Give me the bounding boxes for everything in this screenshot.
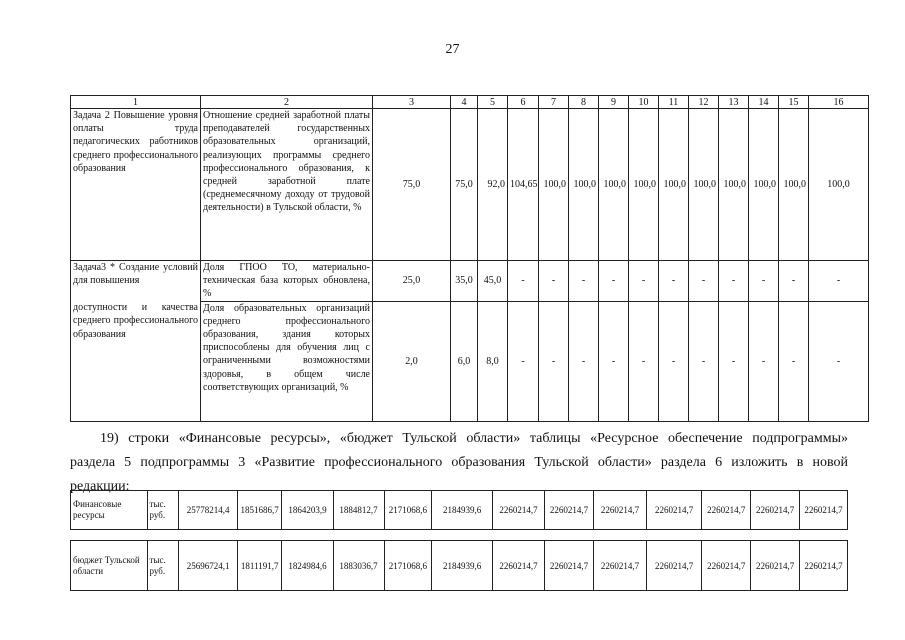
value-cell: - [809,301,869,421]
table-row [71,301,869,421]
table-row [71,109,869,261]
amount-cell: 2260214,7 [751,491,800,530]
indicators-table [70,95,869,422]
value-cell: 100,0 [719,109,749,261]
amount-cell: 1851686,7 [237,491,282,530]
value-cell: - [508,301,539,421]
column-header: 12 [689,96,719,109]
table-row [71,261,869,302]
task-cell: Задача 2 Повышение уровня оплаты труда педагогических работников среднего профессионального образования [71,109,201,261]
budget-label: бюджет Тульской области [71,541,148,591]
value-cell: - [719,301,749,421]
value-cell: 100,0 [659,109,689,261]
budget-table [70,540,848,591]
value-cell: - [569,301,599,421]
amount-cell: 25778214,4 [179,491,237,530]
amount-cell: 2184939,6 [432,541,493,591]
amount-cell: 2171068,6 [384,541,432,591]
value-cell: 104,65 [508,109,539,261]
amount-cell: 2260214,7 [751,541,800,591]
value-cell: 75,0 [451,109,478,261]
amount-cell: 2260214,7 [492,541,544,591]
value-cell: - [599,301,629,421]
paragraph-line: редакции: [70,479,130,494]
amount-cell: 2260214,7 [647,491,702,530]
value-cell: 92,0 [478,109,508,261]
column-header: 15 [779,96,809,109]
amount-cell: 2260214,7 [702,491,751,530]
unit-cell: тыс. руб. [147,491,179,530]
value-cell: - [719,261,749,302]
value-cell: 100,0 [569,109,599,261]
value-cell: - [569,261,599,302]
column-header: 13 [719,96,749,109]
column-header: 5 [478,96,508,109]
amount-cell: 2260214,7 [492,491,544,530]
column-header: 10 [629,96,659,109]
value-cell: 35,0 [451,261,478,302]
indicator-cell: Доля образовательных организаций среднего профессионального образования, здания которых приспособлены для обучения лиц с ограниченными возможностями здоровья, в общем числе соответствующих организаций, % [201,301,373,421]
amount-cell: 25696724,1 [179,541,237,591]
paragraph-line: 19) строки «Финансовые ресурсы», «бюджет Тульской области» таблицы «Ресурсное обеспечение подпрограммы» [100,431,848,446]
finance-row [71,491,848,530]
column-header: 8 [569,96,599,109]
value-cell: 100,0 [689,109,719,261]
value-cell: - [629,301,659,421]
amount-cell: 2184939,6 [432,491,493,530]
amendment-paragraph [70,427,848,499]
budget-row [71,541,848,591]
value-cell: 75,0 [373,109,451,261]
value-cell: 8,0 [478,301,508,421]
amount-cell: 2260214,7 [800,491,848,530]
indicator-cell: Отношение средней заработной платы преподавателей государственных образовательных организаций, реализующих программы среднего профессионального образования, к средней заработной плате (среднемесячному доходу от трудовой деятельности) в Тульской области, % [201,109,373,261]
column-header: 1 [71,96,201,109]
value-cell: - [539,261,569,302]
amount-cell: 1824984,6 [282,541,333,591]
amount-cell: 2260214,7 [593,491,646,530]
value-cell: 100,0 [539,109,569,261]
value-cell: 45,0 [478,261,508,302]
value-cell: - [749,261,779,302]
value-cell: 2,0 [373,301,451,421]
amount-cell: 2260214,7 [647,541,702,591]
column-header: 7 [539,96,569,109]
column-header: 11 [659,96,689,109]
amount-cell: 2260214,7 [545,491,594,530]
amount-cell: 2260214,7 [593,541,646,591]
value-cell: - [539,301,569,421]
value-cell: - [749,301,779,421]
finance-resources-table [70,490,848,530]
page-number: 27 [445,42,460,57]
value-cell: - [508,261,539,302]
column-header: 9 [599,96,629,109]
paragraph-line: раздела 5 подпрограммы 3 «Развитие профессионального образования Тульской области» раздела 6 изложить в новой [70,455,848,470]
amount-cell: 2171068,6 [384,491,432,530]
value-cell: 100,0 [749,109,779,261]
value-cell: 100,0 [779,109,809,261]
amount-cell: 2260214,7 [800,541,848,591]
value-cell: 100,0 [809,109,869,261]
value-cell: - [689,301,719,421]
value-cell: - [629,261,659,302]
amount-cell: 1884812,7 [333,491,384,530]
value-cell: - [659,301,689,421]
amount-cell: 1883036,7 [333,541,384,591]
column-header: 2 [201,96,373,109]
amount-cell: 2260214,7 [702,541,751,591]
value-cell: 100,0 [599,109,629,261]
indicator-cell: Доля ГПОО ТО, материально-техническая база которых обновлена, % [201,261,373,302]
amount-cell: 2260214,7 [545,541,594,591]
value-cell: 25,0 [373,261,451,302]
task-cell: доступности и качества среднего профессионального образования [71,301,201,421]
value-cell: - [599,261,629,302]
unit-cell: тыс. руб. [147,541,179,591]
finance-label: Финансовые ресурсы [71,491,148,530]
column-header: 4 [451,96,478,109]
column-header: 6 [508,96,539,109]
column-header: 16 [809,96,869,109]
value-cell: - [779,261,809,302]
value-cell: 6,0 [451,301,478,421]
amount-cell: 1811191,7 [237,541,282,591]
value-cell: 100,0 [629,109,659,261]
value-cell: - [659,261,689,302]
value-cell: - [809,261,869,302]
value-cell: - [779,301,809,421]
column-header: 14 [749,96,779,109]
column-header: 3 [373,96,451,109]
amount-cell: 1864203,9 [282,491,333,530]
value-cell: - [689,261,719,302]
table-header-row [71,96,869,109]
task-cell: Задача3 * Создание условий для повышения [71,261,201,302]
